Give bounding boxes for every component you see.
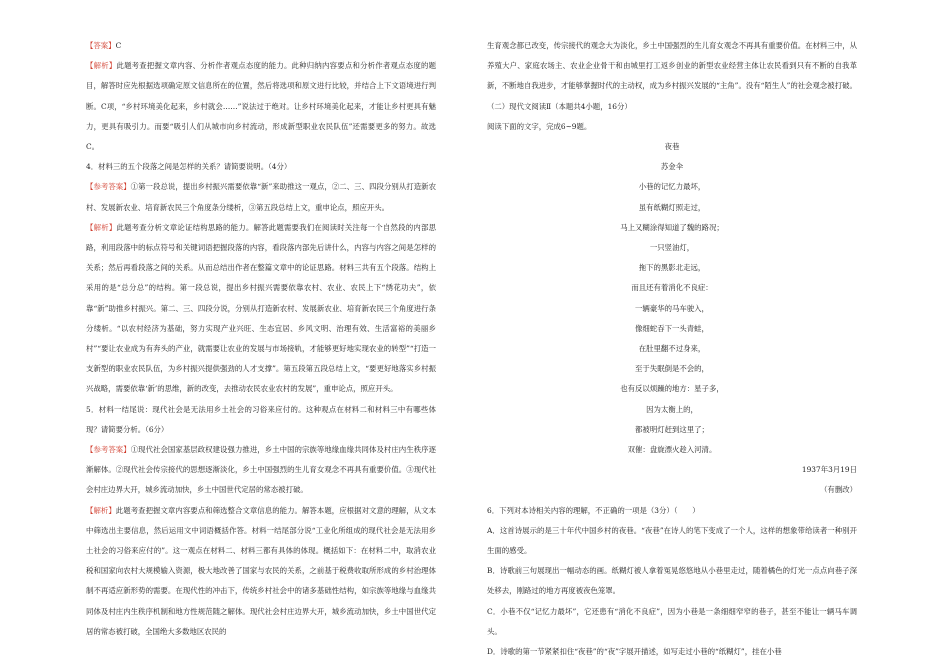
analysis-tag: 【解析】 [86,61,117,71]
question-6: 6．下列对本诗相关内容的理解，不正确的一项是（3分）（ ） [487,505,700,515]
question-4: 4．材料三的五个段落之间是怎样的关系？请简要说明。（4分） [86,162,292,172]
poem-line: 双催：盘旋漂火趁入河清。 [627,445,717,455]
poem-line: 拖下的黑影北走远， [638,263,706,273]
edit-note: （有删改） [820,485,857,495]
analysis-text: 此题考查把握文章内容、分析作者观点态度的能力。此种归纳内容要点和分析作者观点态度的题目，解答时应先根据选项确定原文信息所在的位置，然后将选项和原文进行比较，并结合上下文语境进行判断。C项，“乡村环境美化起来，乡村就会……”说法过于绝对。让乡村环境美化起来，才能让乡村更具有魅力，更具有吸引力。而要“吸引人们从城市向乡村流动，形成新型职业农民队伍”还需要更多的努力。故选C。 [86,61,436,152]
poem-line: 小巷的记忆力最坏， [638,182,706,192]
poem-line: 一只竖油灯， [649,243,695,253]
poem-date: 1937年3月19日 [801,465,857,475]
poem-line: 一辆豪华的马车驶入， [635,303,709,313]
q4-analysis-tag: 【解析】 [86,222,117,232]
analysis-paragraph [86,56,436,157]
q4-answer [86,177,436,217]
poem-line: 也有反以烦躁的地方：星子多， [620,384,724,394]
q4-answer-tag: 【参考答案】 [86,182,131,192]
q5-answer [86,440,436,501]
q5-answer-tag: 【参考答案】 [86,445,131,455]
q4-analysis [86,218,436,400]
poem-author: 苏金伞 [660,162,684,172]
section-heading: （二）现代文阅读Ⅱ（本题共4小题，16分） [487,101,632,111]
answer-value: C [115,41,122,50]
poem-line: 而且还有着消化不良症： [631,283,713,293]
q5-answer-text: ①现代社会国家基层政权建设强力推进，乡土中国的宗族等地缘血缘共同体及村庄内生秩序逐渐解体。②现代社会传宗接代的思想逐渐淡化，乡土中国强烈的生儿育女观念不再具有重要价值。③现代社会村庄边界大开，城乡流动加快，乡土中国世代定居的常态被打破。 [86,445,436,495]
poem-line: 因为太衡上的， [646,404,698,414]
poem-line: 虽有纸糊灯照走过， [638,202,706,212]
right-column [487,36,857,662]
poem-line: 至于失眠倒是不会的， [635,364,709,374]
answer-tag: 【答案】 [86,41,116,50]
answer-line [86,36,436,56]
continued-analysis: 生育观念都已改变，传宗接代的观念大为淡化，乡土中国强烈的生儿育女观念不再具有重要价值。在材料三中，从养殖大户、家庭农场主、农业企业骨干和由城里打工返乡创业的新型农业经营主体让农民看到只有不断的自我革新，不断地自我进步，才能够掌握时代的主动权，成为乡村振兴发展的“主角”。没有“陌生人”的社会观念被打破。 [487,41,857,91]
poem-line: 在肚里翻不过身来， [638,344,706,354]
q4-answer-text: ①第一段总说，提出乡村振兴需要依靠“新”来助推这一观点，②二、三、四段分别从打造新农村、发展新农业、培育新农民三个角度条分缕析，③第五段总结上文，重申论点，照应开头。 [86,182,436,212]
option-b: B．诗歌前三句展现出一幅动态的画。纸糊灯被人拿着冤晃悠悠地从小巷里走过，随着橘色的灯光一点点向巷子深处移去，刚路过的地方再度被夜色笼罩。 [487,566,857,596]
option-c: C．小巷不仅“记忆力最坏”，它还患有“消化不良症”，因为小巷是一条细细窄窄的巷子，甚至不能让一辆马车调头。 [487,606,857,636]
left-column [86,36,436,642]
q5-analysis [86,501,436,642]
question-5: 5．材料一结尾说：现代社会是无法用乡土社会的习俗来应付的。这种观点在材料二和材料三中有哪些体现？请简要分析。（6分） [86,404,436,434]
q5-analysis-text: 此题考查把握文章内容要点和筛选整合文章信息的能力。解答本题，应根据对文意的理解，从文本中筛选出主要信息，然后运用文中词语概括作答。材料一结尾部分说“工业化所组成的现代社会是无法用乡土社会的习俗来应付的”。这一观点在材料二、材料三都有具体的体现。概括如下：在材料二中，取消农业税和国家向农村大规模输入资源，极大地改善了国家与农民的关系，之前基于税费收取所形成的乡村治理体制不再适应新形势的需要。在现代性的冲击下，传统乡村社会中的诸多基础性结构，如宗族等地缘与血缘共同体及村庄内生秩序机制和地方性规范随之解体。现代社会村庄边界大开，城乡流动加快，乡土中国世代定居的常态被打破，全国绝大多数地区农民的 [86,505,436,636]
option-a: A．这首诗展示的是三十年代中国乡村的夜巷。“夜巷”在诗人的笔下变成了一个人，这样的想象带给读者一种别开生面的感受。 [487,525,857,556]
option-d: D．诗歌的第一节紧紧扣住“夜巷”的“夜”字展开描述，如写走过小巷的“纸糊灯”，挂在小巷 [487,647,782,657]
q4-analysis-text: 此题考查分析文章论证结构思路的能力。解答此题需要我们在阅读时关注每一个自然段的内部思路，利用段落中的标点符号和关键词语把握段落的内容，看段落内部先后讲什么，内容与内容之间是怎样的关系；然后再看段落之间的关系。从而总结出作者在整篇文章中的论证思路。材料三共有五个段落。结构上采用的是“总分总”的结构。第一段总说，提出乡村振兴需要依靠农村、农业、农民上下“绣花功夫”，依靠“新”助推乡村振兴。第二、三、四段分说，分别从打造新农村、发展新农业、培育新农民三个角度进行条分缕析。“以农村经济为基础，努力实现产业兴旺、生态宜居、乡风文明、治理有效、生活富裕的美丽乡村”“要让农业成为有奔头的产业，就需要让农业的发展与市场接轨，才能够更好地实现农业的转型”“打造一支新型的职业农民队伍，为乡村振兴提供强劲的人才支撑”。第五段第五段总结上文，“要更好地落实乡村振兴战略，需要依靠‘新’的思维，新的改变，去推动农民农业农村的发展”，重申论点，照应开头。 [86,222,436,394]
instruction: 阅读下面的文字，完成6~9题。 [487,121,592,131]
poem-line: 马上又糊涂得知道了魏的路况； [620,222,724,232]
poem-title: 夜巷 [664,142,680,152]
poem-line: 都被明灯赶到这里了； [635,424,709,434]
poem-line: 像细蛇吞下一头青蛙， [635,323,709,333]
q5-analysis-tag: 【解析】 [86,505,116,515]
